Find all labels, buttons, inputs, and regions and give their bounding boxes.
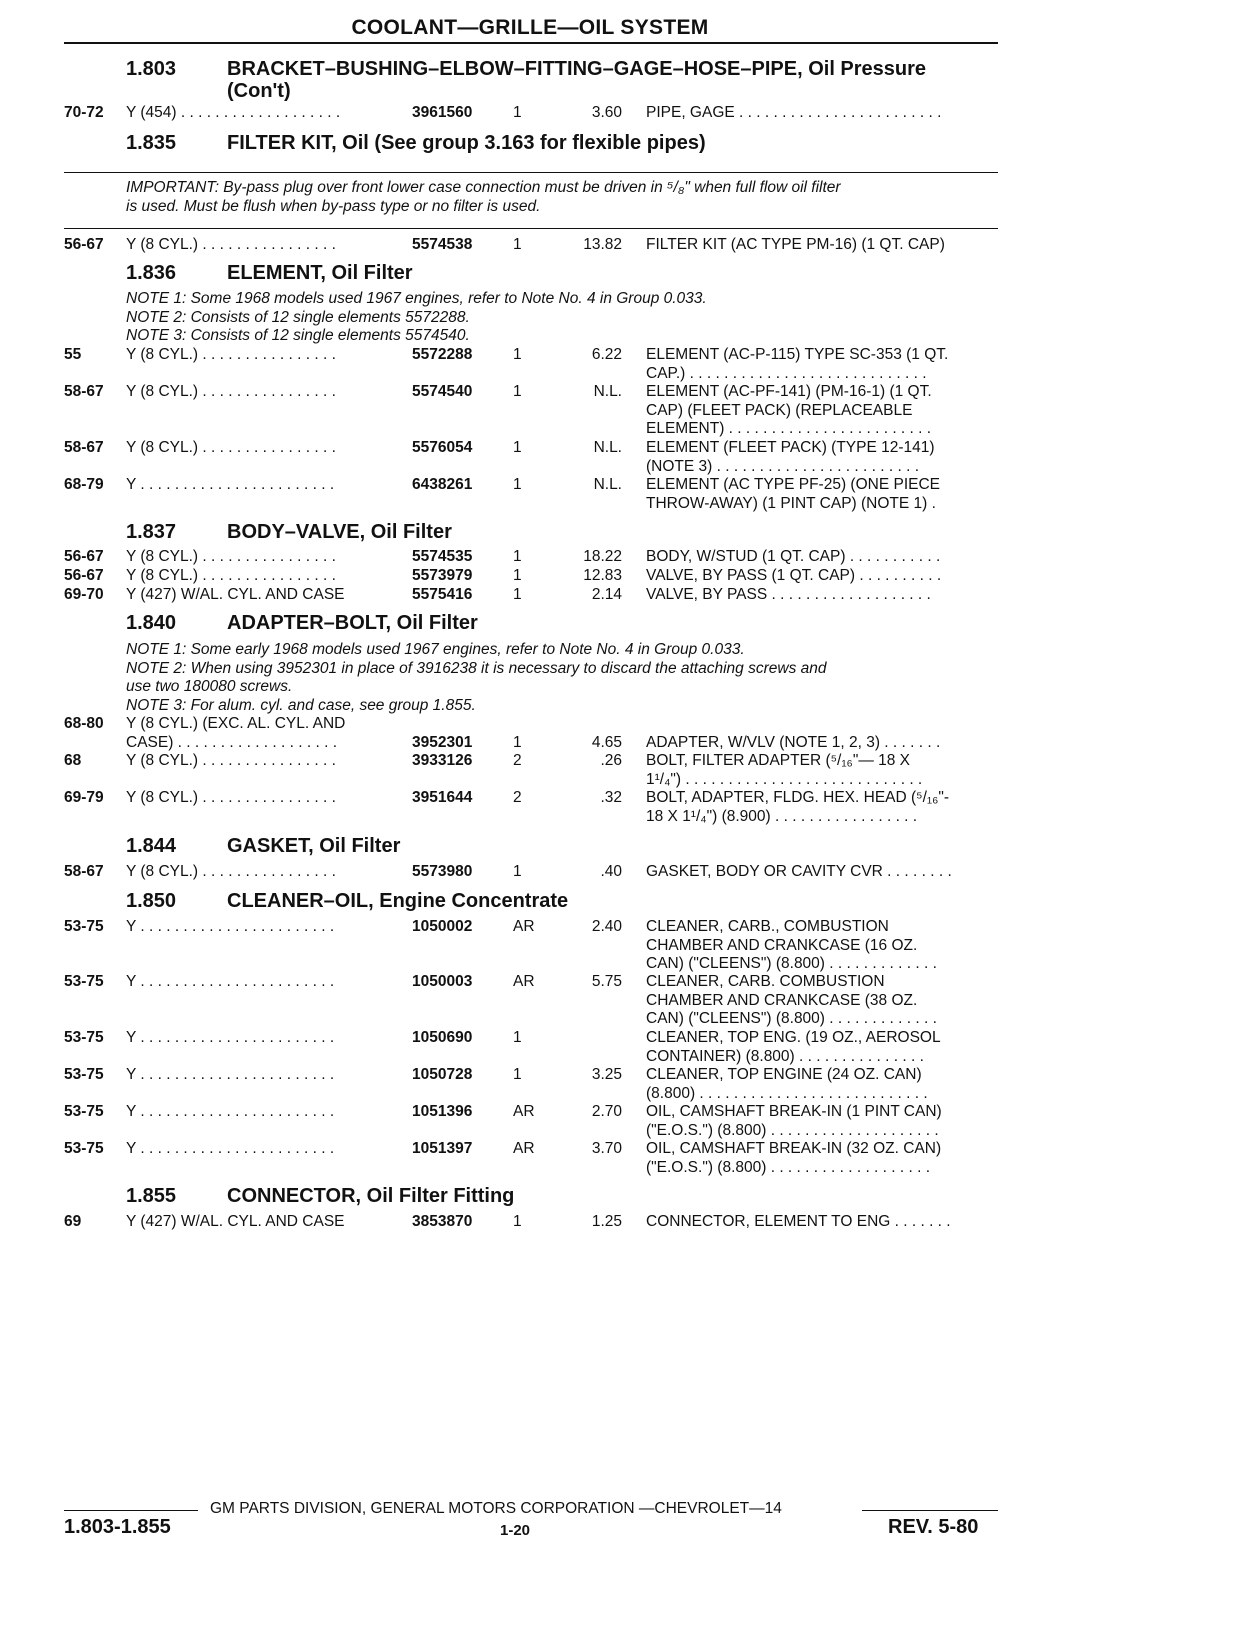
row-years: 53-75 — [64, 1103, 104, 1120]
section-title: BRACKET–BUSHING–ELBOW–FITTING–GAGE–HOSE–PIPE, Oil Pressure (Con't) — [227, 58, 927, 102]
row-part-number: 3961560 — [412, 104, 473, 121]
row-years: 56-67 — [64, 236, 104, 253]
row-quantity: 1 — [513, 863, 522, 880]
row-quantity: 1 — [513, 383, 522, 400]
row-part-number: 1050002 — [412, 918, 473, 935]
row-price: 2.40 — [591, 918, 622, 935]
footer-page-number: 1-20 — [500, 1522, 531, 1539]
row-part-number: 1051396 — [412, 1103, 473, 1120]
row-application: Y (8 CYL.) . . . . . . . . . . . . . . . . — [126, 383, 336, 400]
section-number: 1.835 — [126, 132, 177, 154]
section-title: GASKET, Oil Filter — [227, 835, 401, 857]
row-quantity: AR — [513, 918, 535, 935]
row-price: 2.70 — [591, 1103, 622, 1120]
row-price: 3.25 — [591, 1066, 622, 1083]
row-price: .32 — [600, 789, 622, 806]
row-part-number: 1050728 — [412, 1066, 473, 1083]
header-rule — [64, 42, 998, 44]
row-description: ELEMENT (AC TYPE PF-25) (ONE PIECE THROW-AWAY) (1 PINT CAP) (NOTE 1) . — [646, 476, 940, 512]
row-description: GASKET, BODY OR CAVITY CVR . . . . . . . . — [646, 863, 952, 880]
row-description: ELEMENT (FLEET PACK) (TYPE 12-141) (NOTE 3) . . . . . . . . . . . . . . . . . . . . . . . . — [646, 439, 935, 475]
row-part-number: 3933126 — [412, 752, 473, 769]
row-description: BOLT, FILTER ADAPTER (⁵/₁₆"— 18 X 1¹/₄") . . . . . . . . . . . . . . . . . . . . . . . . . . . . — [646, 752, 923, 788]
important-note: IMPORTANT: By-pass plug over front lower case connection must be driven in ⁵/₈" when full flow oil filter is used. Must be flush when by-pass type or no filter is used. — [126, 179, 841, 215]
row-part-number: 5575416 — [412, 586, 473, 603]
footer-rule-right — [862, 1510, 998, 1511]
row-price: 3.60 — [591, 104, 622, 121]
row-part-number: 3853870 — [412, 1213, 473, 1230]
row-quantity: 1 — [513, 236, 522, 253]
row-price: 18.22 — [583, 548, 622, 565]
row-application: Y . . . . . . . . . . . . . . . . . . . . . . . — [126, 973, 335, 990]
row-quantity: 1 — [513, 567, 522, 584]
page-title: COOLANT—GRILLE—OIL SYSTEM — [351, 16, 709, 39]
row-price: N.L. — [593, 383, 622, 400]
row-part-number: 5574540 — [412, 383, 473, 400]
row-price: 13.82 — [583, 236, 622, 253]
row-description: CLEANER, TOP ENGINE (24 OZ. CAN) (8.800) . . . . . . . . . . . . . . . . . . . . . . . . . . . — [646, 1066, 928, 1102]
row-price: .40 — [600, 863, 622, 880]
row-part-number: 6438261 — [412, 476, 473, 493]
row-price: 12.83 — [583, 567, 622, 584]
footer-group-range: 1.803-1.855 — [64, 1516, 171, 1538]
section-number: 1.844 — [126, 835, 177, 857]
row-application: Y (454) . . . . . . . . . . . . . . . . . . . — [126, 104, 341, 121]
row-part-number: 5574535 — [412, 548, 473, 565]
row-application: Y (8 CYL.) . . . . . . . . . . . . . . . . — [126, 236, 336, 253]
row-part-number: 3951644 — [412, 789, 473, 806]
section-title: ELEMENT, Oil Filter — [227, 262, 413, 284]
row-application: Y . . . . . . . . . . . . . . . . . . . . . . . — [126, 476, 335, 493]
row-quantity: AR — [513, 1103, 535, 1120]
row-part-number: 5576054 — [412, 439, 473, 456]
row-years: 53-75 — [64, 918, 104, 935]
row-description: CLEANER, CARB., COMBUSTION CHAMBER AND CRANKCASE (16 OZ. CAN) ("CLEENS") (8.800) . . . . . . . . . . . . . — [646, 918, 937, 972]
row-years: 68-80 — [64, 715, 104, 732]
row-price: 1.25 — [591, 1213, 622, 1230]
row-part-number: 1050690 — [412, 1029, 473, 1046]
section-title: FILTER KIT, Oil (See group 3.163 for flexible pipes) — [227, 132, 706, 154]
row-years: 53-75 — [64, 1066, 104, 1083]
row-years: 53-75 — [64, 1029, 104, 1046]
footer-rule-left — [64, 1510, 198, 1511]
row-description: BOLT, ADAPTER, FLDG. HEX. HEAD (⁵/₁₆"- 18 X 1¹/₄") (8.900) . . . . . . . . . . . . . . . . . — [646, 789, 950, 825]
row-price: N.L. — [593, 439, 622, 456]
row-price: 2.14 — [591, 586, 622, 603]
row-quantity: 1 — [513, 476, 522, 493]
row-quantity: 1 — [513, 346, 522, 363]
row-description: VALVE, BY PASS (1 QT. CAP) . . . . . . . . . . — [646, 567, 942, 584]
row-description: CONNECTOR, ELEMENT TO ENG . . . . . . . — [646, 1213, 951, 1230]
row-part-number: 5572288 — [412, 346, 473, 363]
row-description: FILTER KIT (AC TYPE PM-16) (1 QT. CAP) — [646, 236, 945, 253]
section-number: 1.855 — [126, 1185, 177, 1207]
row-description: OIL, CAMSHAFT BREAK-IN (1 PINT CAN) ("E.O.S.") (8.800) . . . . . . . . . . . . . . . . . . . . — [646, 1103, 942, 1139]
row-years: 53-75 — [64, 1140, 104, 1157]
row-description: OIL, CAMSHAFT BREAK-IN (32 OZ. CAN) ("E.O.S.") (8.800) . . . . . . . . . . . . . . . . . . . — [646, 1140, 942, 1176]
row-years: 70-72 — [64, 104, 104, 121]
row-years: 58-67 — [64, 383, 104, 400]
row-price: 6.22 — [591, 346, 622, 363]
row-part-number: 3952301 — [412, 733, 473, 751]
row-description: BODY, W/STUD (1 QT. CAP) . . . . . . . . . . . — [646, 548, 941, 565]
row-quantity: 1 — [513, 104, 522, 121]
row-description: VALVE, BY PASS . . . . . . . . . . . . . . . . . . . — [646, 586, 931, 603]
section-number: 1.837 — [126, 521, 177, 543]
row-part-number: 5573980 — [412, 863, 473, 880]
section-title: CONNECTOR, Oil Filter Fitting — [227, 1185, 515, 1207]
row-description: PIPE, GAGE . . . . . . . . . . . . . . . . . . . . . . . . — [646, 104, 942, 121]
row-quantity: 1 — [513, 733, 522, 751]
row-quantity: AR — [513, 1140, 535, 1157]
row-application: Y . . . . . . . . . . . . . . . . . . . . . . . — [126, 1103, 335, 1120]
note-rule-top — [64, 172, 998, 173]
row-description: CLEANER, TOP ENG. (19 OZ., AEROSOL CONTAINER) (8.800) . . . . . . . . . . . . . . . — [646, 1029, 941, 1065]
row-years: 53-75 — [64, 973, 104, 990]
row-application: Y . . . . . . . . . . . . . . . . . . . . . . . — [126, 1140, 335, 1157]
row-years: 68-79 — [64, 476, 104, 493]
row-price: 5.75 — [591, 973, 622, 990]
row-application: Y . . . . . . . . . . . . . . . . . . . . . . . — [126, 1066, 335, 1083]
row-part-number: 1050003 — [412, 973, 473, 990]
row-application: Y (427) W/AL. CYL. AND CASE — [126, 1213, 345, 1230]
row-years: 69 — [64, 1213, 82, 1230]
row-quantity: 1 — [513, 1029, 522, 1046]
row-years: 56-67 — [64, 548, 104, 565]
row-quantity: 1 — [513, 1213, 522, 1230]
row-quantity: 1 — [513, 586, 522, 603]
row-application: Y (8 CYL.) . . . . . . . . . . . . . . . . — [126, 548, 336, 565]
row-application: Y (8 CYL.) . . . . . . . . . . . . . . . . — [126, 439, 336, 456]
row-quantity: 1 — [513, 1066, 522, 1083]
row-price: .26 — [600, 752, 622, 769]
row-years: 68 — [64, 752, 82, 769]
row-application: Y (427) W/AL. CYL. AND CASE — [126, 586, 345, 603]
section-number: 1.850 — [126, 890, 177, 912]
row-description: ELEMENT (AC-P-115) TYPE SC-353 (1 QT. CAP.) . . . . . . . . . . . . . . . . . . . . . . . . . . . . — [646, 346, 949, 382]
note-rule-bottom — [64, 228, 998, 229]
section-number: 1.836 — [126, 262, 177, 284]
row-application: Y (8 CYL.) . . . . . . . . . . . . . . . . — [126, 567, 336, 584]
footer-revision: REV. 5-80 — [888, 1516, 979, 1538]
row-application: Y (8 CYL.) . . . . . . . . . . . . . . . . — [126, 346, 336, 363]
row-years: 55 — [64, 346, 82, 363]
row-description: ADAPTER, W/VLV (NOTE 1, 2, 3) . . . . . . . — [646, 733, 941, 751]
section-title: ADAPTER–BOLT, Oil Filter — [227, 612, 478, 634]
row-price: 3.70 — [591, 1140, 622, 1157]
notes-1836: NOTE 1: Some 1968 models used 1967 engines, refer to Note No. 4 in Group 0.033. NOTE 2: Consists of 12 single elements 5572288. NOTE 3: Consists of 12 single elements 5574540. — [126, 290, 707, 344]
row-part-number: 5573979 — [412, 567, 473, 584]
section-title: CLEANER–OIL, Engine Concentrate — [227, 890, 569, 912]
row-quantity: 1 — [513, 548, 522, 565]
row-quantity: 2 — [513, 752, 522, 769]
row-application: Y (8 CYL.) (EXC. AL. CYL. AND CASE) . . . . . . . . . . . . . . . . . . . — [126, 715, 346, 751]
notes-1840: NOTE 1: Some early 1968 models used 1967 engines, refer to Note No. 4 in Group 0.033. NOTE 2: When using 3952301 in place of 3916238 it is necessary to discard the attaching screws and use two 180080 screws. NOTE 3: For alum. cyl. and case, see group 1.855. — [126, 641, 827, 714]
row-description: CLEANER, CARB. COMBUSTION CHAMBER AND CRANKCASE (38 OZ. CAN) ("CLEENS") (8.800) . . . . . . . . . . . . . — [646, 973, 937, 1027]
row-application: Y (8 CYL.) . . . . . . . . . . . . . . . . — [126, 752, 336, 769]
row-description: ELEMENT (AC-PF-141) (PM-16-1) (1 QT. CAP) (FLEET PACK) (REPLACEABLE ELEMENT) . . . . . . . . . . . . . . . . . . . . . . . . — [646, 383, 932, 437]
section-number: 1.803 — [126, 58, 177, 80]
row-application: Y (8 CYL.) . . . . . . . . . . . . . . . . — [126, 863, 336, 880]
row-quantity: AR — [513, 973, 535, 990]
section-number: 1.840 — [126, 612, 177, 634]
row-part-number: 5574538 — [412, 236, 473, 253]
row-years: 58-67 — [64, 439, 104, 456]
row-application: Y . . . . . . . . . . . . . . . . . . . . . . . — [126, 918, 335, 935]
row-part-number: 1051397 — [412, 1140, 473, 1157]
row-years: 69-79 — [64, 789, 104, 806]
row-application: Y . . . . . . . . . . . . . . . . . . . . . . . — [126, 1029, 335, 1046]
row-years: 56-67 — [64, 567, 104, 584]
row-quantity: 1 — [513, 439, 522, 456]
row-years: 69-70 — [64, 586, 104, 603]
footer-publisher: GM PARTS DIVISION, GENERAL MOTORS CORPORATION —CHEVROLET—14 — [210, 1500, 782, 1517]
row-years: 58-67 — [64, 863, 104, 880]
row-price: N.L. — [593, 476, 622, 493]
section-title: BODY–VALVE, Oil Filter — [227, 521, 452, 543]
row-application: Y (8 CYL.) . . . . . . . . . . . . . . . . — [126, 789, 336, 806]
row-quantity: 2 — [513, 789, 522, 806]
row-price: 4.65 — [591, 733, 622, 751]
